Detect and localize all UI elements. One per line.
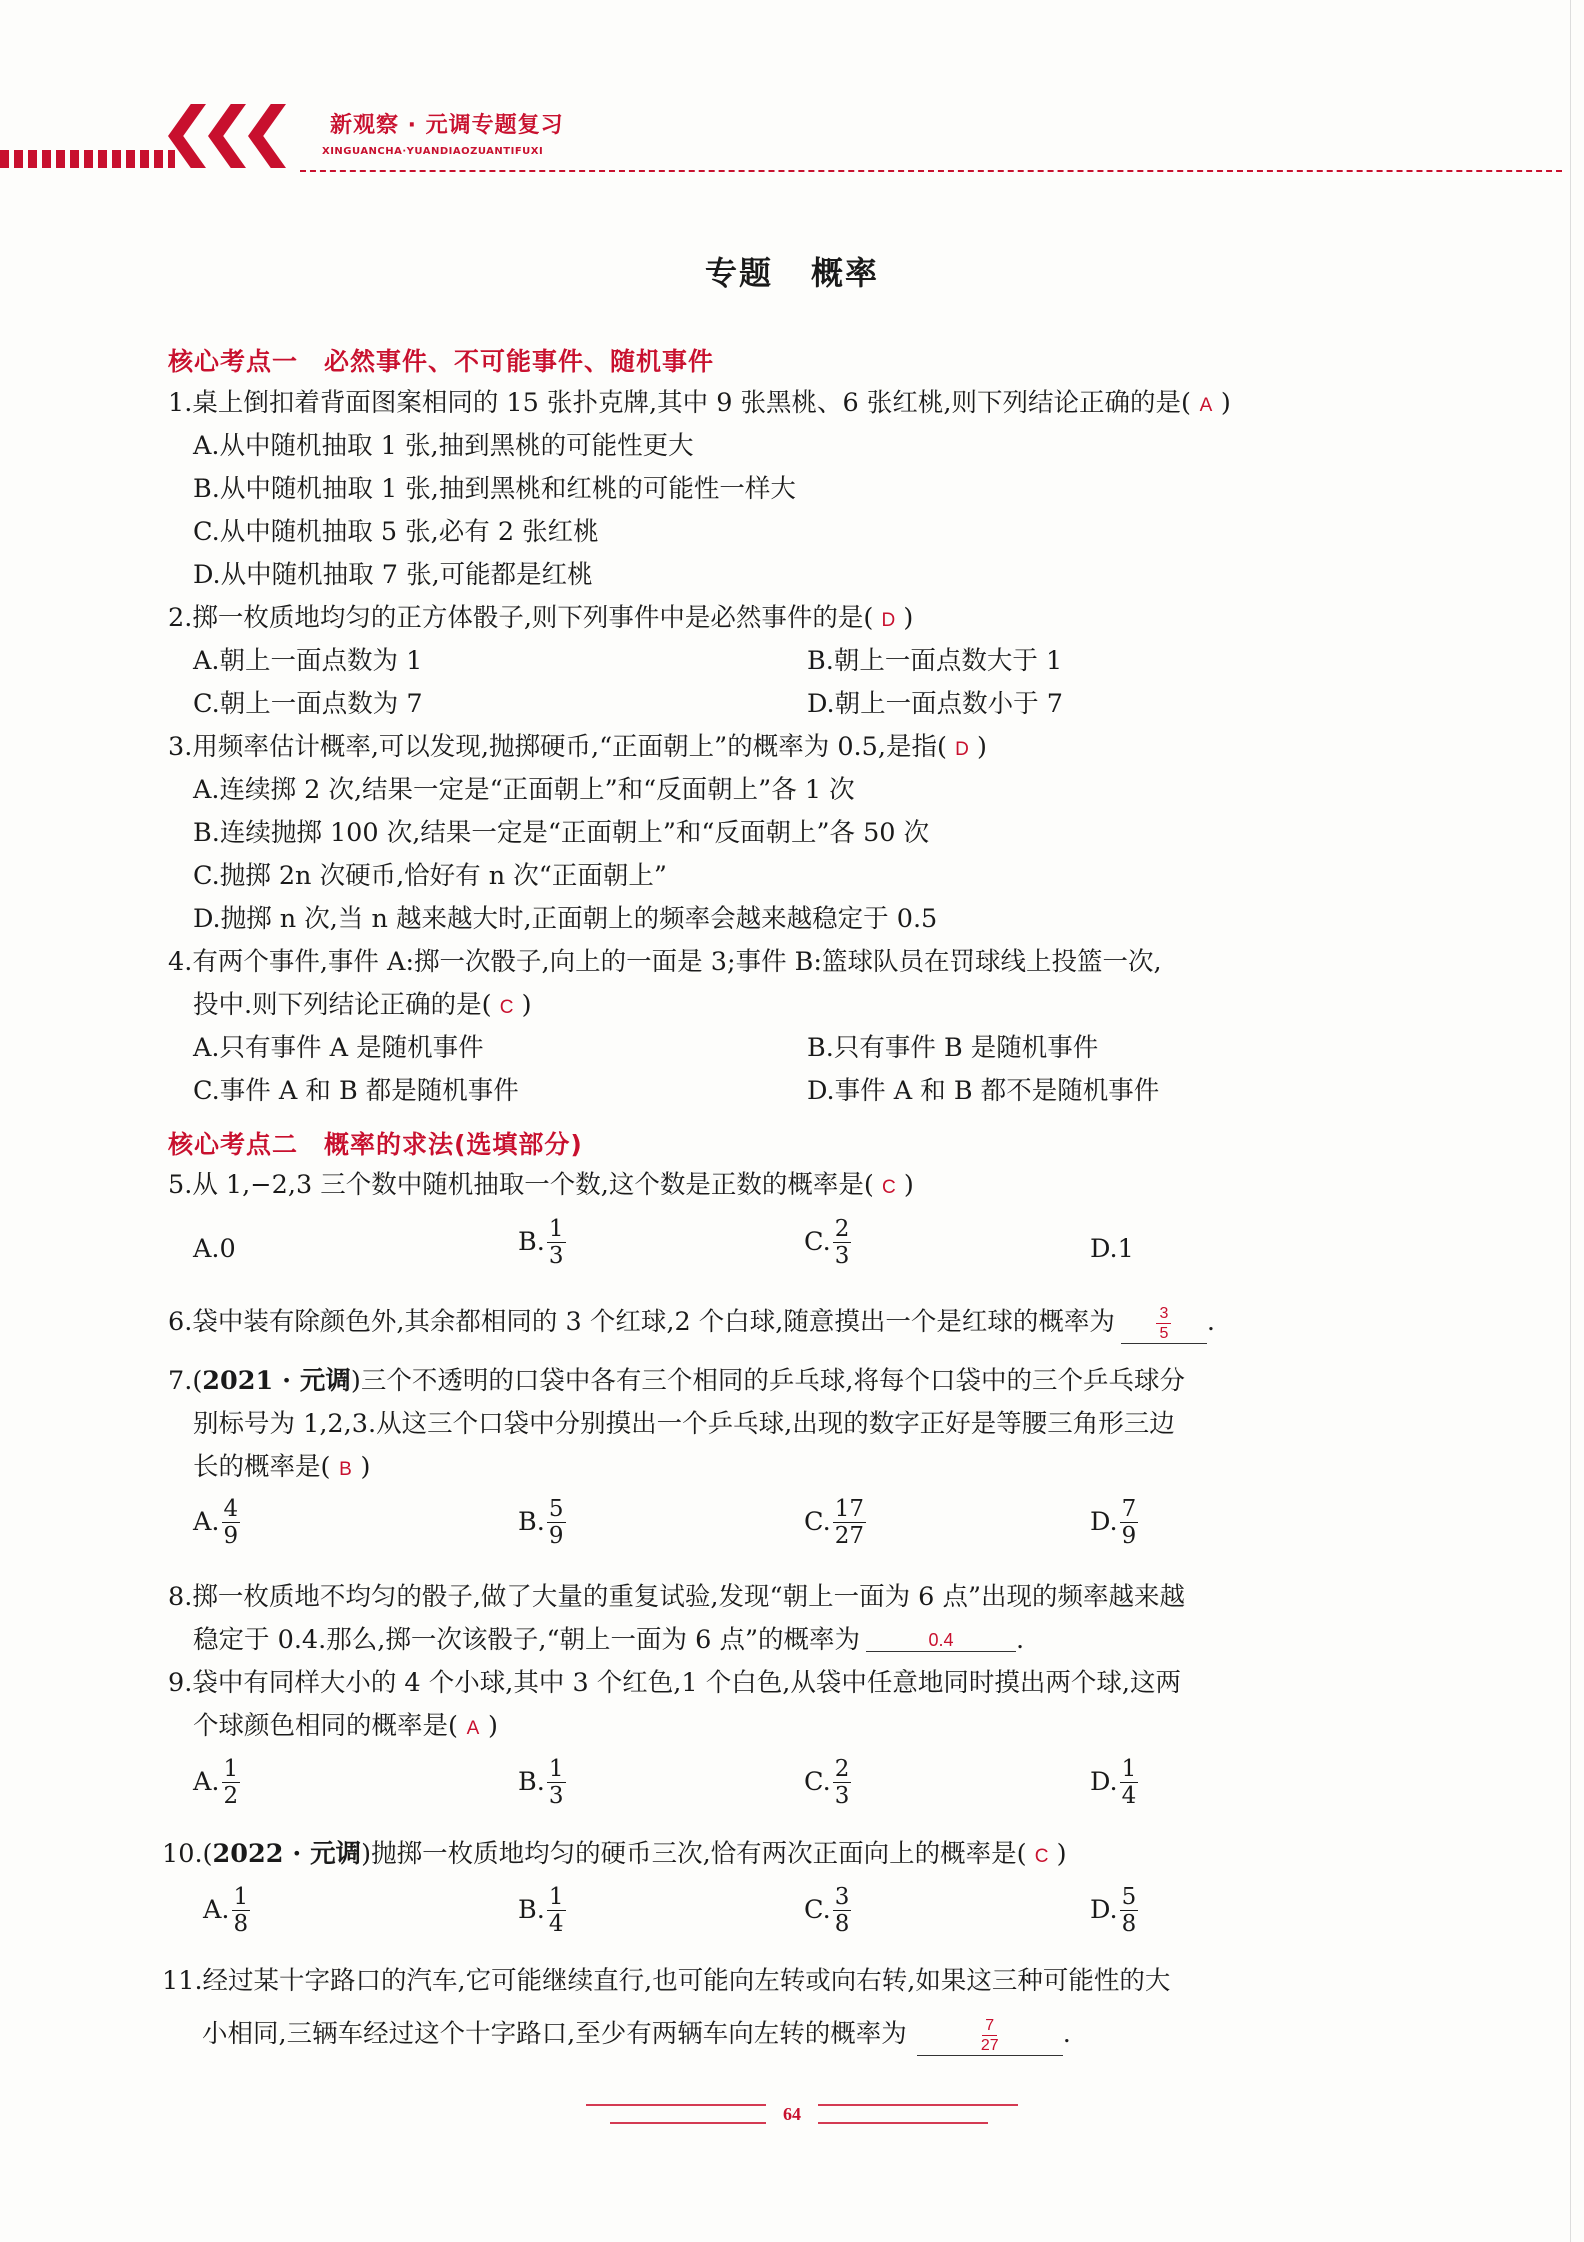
question-10-option: C. $\frac{3}{8}$ (804, 1884, 850, 1938)
question-7-stem-cont: 长的概率是( B ) (193, 1452, 371, 1482)
question-8-stem-cont: 稳定于 0.4.那么,掷一次该骰子,“朝上一面为 6 点”的概率为 0.4 . (193, 1625, 1025, 1655)
question-11-stem-cont: 小相同,三辆车经过这个十字路口,至少有两辆车向左转的概率为 $\frac{7}{27}$ . (202, 2014, 1071, 2056)
question-4-option: A.只有事件 A 是随机事件 (193, 1033, 484, 1063)
question-6-stem: 6.袋中装有除颜色外,其余都相同的 3 个红球,2 个白球,随意摸出一个是红球的概率为 $\frac{3}{5}$ . (168, 1302, 1215, 1344)
header-stripes (0, 150, 175, 168)
footer-rule (818, 2104, 1018, 2106)
question-1-option: A.从中随机抽取 1 张,抽到黑桃的可能性更大 (193, 431, 694, 461)
question-8-stem: 8.掷一枚质地不均匀的骰子,做了大量的重复试验,发现“朝上一面为 6 点”出现的频率越来越 (168, 1582, 1186, 1612)
question-7-stem-cont: 别标号为 1,2,3.从这三个口袋中分别摸出一个乒乓球,出现的数字正好是等腰三角形三边 (193, 1409, 1175, 1439)
question-5-option-c: C. $\frac{2}{3}$ (804, 1216, 850, 1270)
header-chevron (248, 104, 286, 168)
question-4-answer: C (499, 997, 514, 1018)
question-3-option: A.连续掷 2 次,结果一定是“正面朝上”和“反面朝上”各 1 次 (193, 775, 855, 805)
question-7-source-tag: 2021 · 元调 (202, 1366, 351, 1396)
question-2-answer: D (881, 610, 896, 631)
page-edge (1570, 0, 1571, 2242)
question-8-answer-blank: 0.4 (866, 1630, 1016, 1653)
question-7-answer: B (339, 1459, 352, 1480)
question-2-stem: 2.掷一枚质地均匀的正方体骰子,则下列事件中是必然事件的是( D ) (168, 603, 914, 633)
question-10-answer: C (1034, 1846, 1049, 1867)
question-9-option: C. $\frac{2}{3}$ (804, 1756, 850, 1810)
question-1-option: D.从中随机抽取 7 张,可能都是红桃 (193, 560, 593, 590)
question-9-option: A. $\frac{1}{2}$ (193, 1756, 239, 1810)
footer-rule (586, 2104, 766, 2106)
question-4-option: C.事件 A 和 B 都是随机事件 (193, 1076, 519, 1106)
section-heading: 核心考点二 概率的求法(选填部分) (168, 1130, 583, 1159)
footer-rule (818, 2122, 988, 2124)
question-2-option: C.朝上一面点数为 7 (193, 689, 423, 719)
question-2-option: B.朝上一面点数大于 1 (807, 646, 1063, 676)
footer-rule (610, 2122, 766, 2124)
question-11-stem: 11.经过某十字路口的汽车,它可能继续直行,也可能向左转或向右转,如果这三种可能性的大 (162, 1966, 1171, 1996)
question-3-option: C.抛掷 2n 次硬币,恰好有 n 次“正面朝上” (193, 861, 667, 891)
title-part2: 概率 (811, 254, 880, 292)
question-3-option: D.抛掷 n 次,当 n 越来越大时,正面朝上的频率会越来越稳定于 0.5 (193, 904, 938, 934)
question-5-answer: C (881, 1177, 896, 1198)
page-title (0, 248, 1584, 294)
question-3-stem: 3.用频率估计概率,可以发现,抛掷硬币,“正面朝上”的概率为 0.5,是指( D ) (168, 732, 987, 762)
question-1-option: B.从中随机抽取 1 张,抽到黑桃和红桃的可能性一样大 (193, 474, 796, 504)
question-6-answer-blank: $\frac{3}{5}$ (1121, 1302, 1207, 1344)
question-5-stem: 5.从 1,−2,3 三个数中随机抽取一个数,这个数是正数的概率是( C ) (168, 1170, 914, 1200)
question-10-option: D. $\frac{5}{8}$ (1090, 1884, 1137, 1938)
header-chevron (208, 104, 246, 168)
question-10-source-tag: 2022 · 元调 (212, 1839, 362, 1869)
question-4-stem-cont: 投中.则下列结论正确的是( C ) (193, 990, 532, 1020)
header-brand-cn: 新观察 · 元调专题复习 (330, 113, 564, 138)
question-7-stem: 7.(2021 · 元调)三个不透明的口袋中各有三个相同的乒乓球,将每个口袋中的三个乒乓球分 (168, 1366, 1185, 1396)
question-9-option: B. $\frac{1}{3}$ (518, 1756, 564, 1810)
question-4-stem: 4.有两个事件,事件 A:掷一次骰子,向上的一面是 3;事件 B:篮球队员在罚球线上投篮一次, (168, 947, 1162, 977)
question-9-answer: A (466, 1718, 480, 1739)
title-part1: 专题 (704, 254, 773, 292)
question-1-answer: A (1199, 395, 1213, 416)
question-5-option-b: B. $\frac{1}{3}$ (518, 1216, 564, 1270)
section-heading: 核心考点一 必然事件、不可能事件、随机事件 (168, 347, 715, 376)
question-4-option: D.事件 A 和 B 都不是随机事件 (807, 1076, 1160, 1106)
question-3-option: B.连续抛掷 100 次,结果一定是“正面朝上”和“反面朝上”各 50 次 (193, 818, 930, 848)
question-10-option: A. $\frac{1}{8}$ (203, 1884, 249, 1938)
page-number: 64 (783, 2104, 801, 2124)
question-4-option: B.只有事件 B 是随机事件 (807, 1033, 1099, 1063)
question-5-option-a: A.0 (193, 1234, 236, 1264)
question-1-option: C.从中随机抽取 5 张,必有 2 张红桃 (193, 517, 599, 547)
question-9-stem-cont: 个球颜色相同的概率是( A ) (193, 1711, 498, 1741)
question-10-stem: 10.(2022 · 元调)抛掷一枚质地均匀的硬币三次,恰有两次正面向上的概率是( C ) (162, 1839, 1067, 1869)
header-brand-en: XINGUANCHA·YUANDIAOZUANTIFUXI (322, 146, 544, 157)
header-divider (300, 170, 1562, 172)
question-10-option: B. $\frac{1}{4}$ (518, 1884, 564, 1938)
question-1-stem: 1.桌上倒扣着背面图案相同的 15 张扑克牌,其中 9 张黑桃、6 张红桃,则下列结论正确的是( A ) (168, 388, 1231, 418)
question-7-option: B. $\frac{5}{9}$ (518, 1496, 564, 1550)
question-7-option: A. $\frac{4}{9}$ (193, 1496, 239, 1550)
question-7-option: D. $\frac{7}{9}$ (1090, 1496, 1137, 1550)
question-2-option: A.朝上一面点数为 1 (193, 646, 423, 676)
question-11-answer-blank: $\frac{7}{27}$ (917, 2014, 1063, 2056)
question-7-option: C. $\frac{17}{27}$ (804, 1496, 864, 1550)
question-2-option: D.朝上一面点数小于 7 (807, 689, 1063, 719)
question-5-option-d: D.1 (1090, 1234, 1134, 1264)
question-9-option: D. $\frac{1}{4}$ (1090, 1756, 1137, 1810)
question-3-answer: D (955, 739, 969, 760)
question-9-stem: 9.袋中有同样大小的 4 个小球,其中 3 个红色,1 个白色,从袋中任意地同时摸出两个球,这两 (168, 1668, 1181, 1698)
